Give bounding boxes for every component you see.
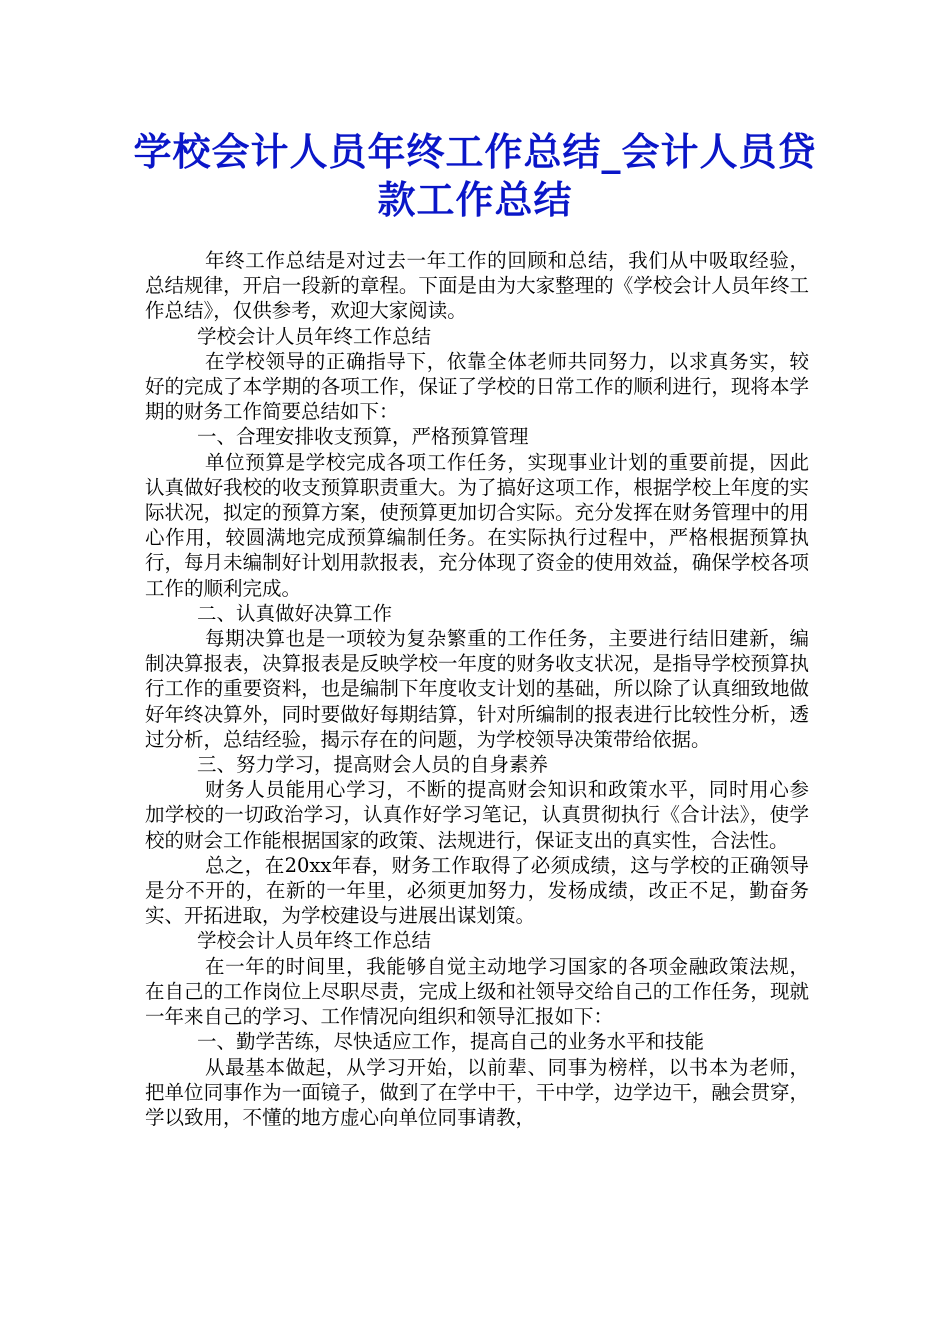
document-title: 学校会计人员年终工作总结_会计人员贷款工作总结 [133,130,817,222]
paragraph-budget-management: 单位预算是学校完成各项工作任务，实现事业计划的重要前提，因此认真做好我校的收支预算职责重大。为了搞好这项工作，根据学校上年度的实际状况，拟定的预算方案，使预算更加切合实际。充分发挥在财务管理中的用心作用，较圆满地完成预算编制任务。在实际执行过程中，严格根据预算执行，每月未编制好计划用款报表，充分体现了资金的使用效益，确保学校各项工作的顺利完成。 [145,450,809,600]
paragraph-self-improvement: 财务人员能用心学习，不断的提高财会知识和政策水平，同时用心参加学校的一切政治学习，认真作好学习笔记，认真贯彻执行《合计法》，使学校的财会工作能根据国家的政策、法规进行，保证支出的真实性，合法性。 [145,778,809,852]
paragraph-part-one-intro: 在学校领导的正确指导下，依靠全体老师共同努力，以求真务实，较好的完成了本学期的各项工作，保证了学校的日常工作的顺利进行，现将本学期的财务工作简要总结如下： [145,349,809,424]
section-title-part-one: 学校会计人员年终工作总结 [197,324,432,348]
section-title-part-two: 学校会计人员年终工作总结 [197,929,432,953]
paragraph-summary: 总之，在20xx年春，财务工作取得了必须成绩，这与学校的正确领导是分不开的，在新的一年里，必须更加努力，发杨成绩，改正不足，勤奋务实、开拓进取，为学校建设与进展出谋划策。 [145,853,809,928]
heading-budget-management: 一、合理安排收支预算，严格预算管理 [197,425,529,449]
heading-final-accounts: 二、认真做好决算工作 [197,601,393,625]
paragraph-intro: 年终工作总结是对过去一年工作的回顾和总结，我们从中吸取经验，总结规律，开启一段新的章程。下面是由为大家整理的《学校会计人员年终工作总结》，仅供参考，欢迎大家阅读。 [145,249,809,323]
paragraph-final-accounts: 每期决算也是一项较为复杂繁重的工作任务，主要进行结旧建新，编制决算报表，决算报表是反映学校一年度的财务收支状况，是指导学校预算执行工作的重要资料，也是编制下年度收支计划的基础，所以除了认真细致地做好年终决算外，同时要做好每期结算，针对所编制的报表进行比较性分析，透过分析，总结经验，揭示存在的问题，为学校领导决策带给依据。 [145,627,809,751]
document-body [145,248,809,1130]
heading-self-improvement: 三、努力学习，提高财会人员的自身素养 [197,753,549,777]
heading-diligent-study: 一、勤学苦练，尽快适应工作，提高自己的业务水平和技能 [197,1030,705,1054]
paragraph-diligent-study: 从最基本做起，从学习开始，以前辈、同事为榜样，以书本为老师，把单位同事作为一面镜子，做到了在学中干，干中学，边学边干，融会贯穿，学以致用，不懂的地方虚心向单位同事请教， [145,1055,809,1129]
paragraph-part-two-intro: 在一年的时间里，我能够自觉主动地学习国家的各项金融政策法规，在自己的工作岗位上尽职尽责，完成上级和社领导交给自己的工作任务，现就一年来自己的学习、工作情况向组织和领导汇报如下： [145,954,809,1029]
